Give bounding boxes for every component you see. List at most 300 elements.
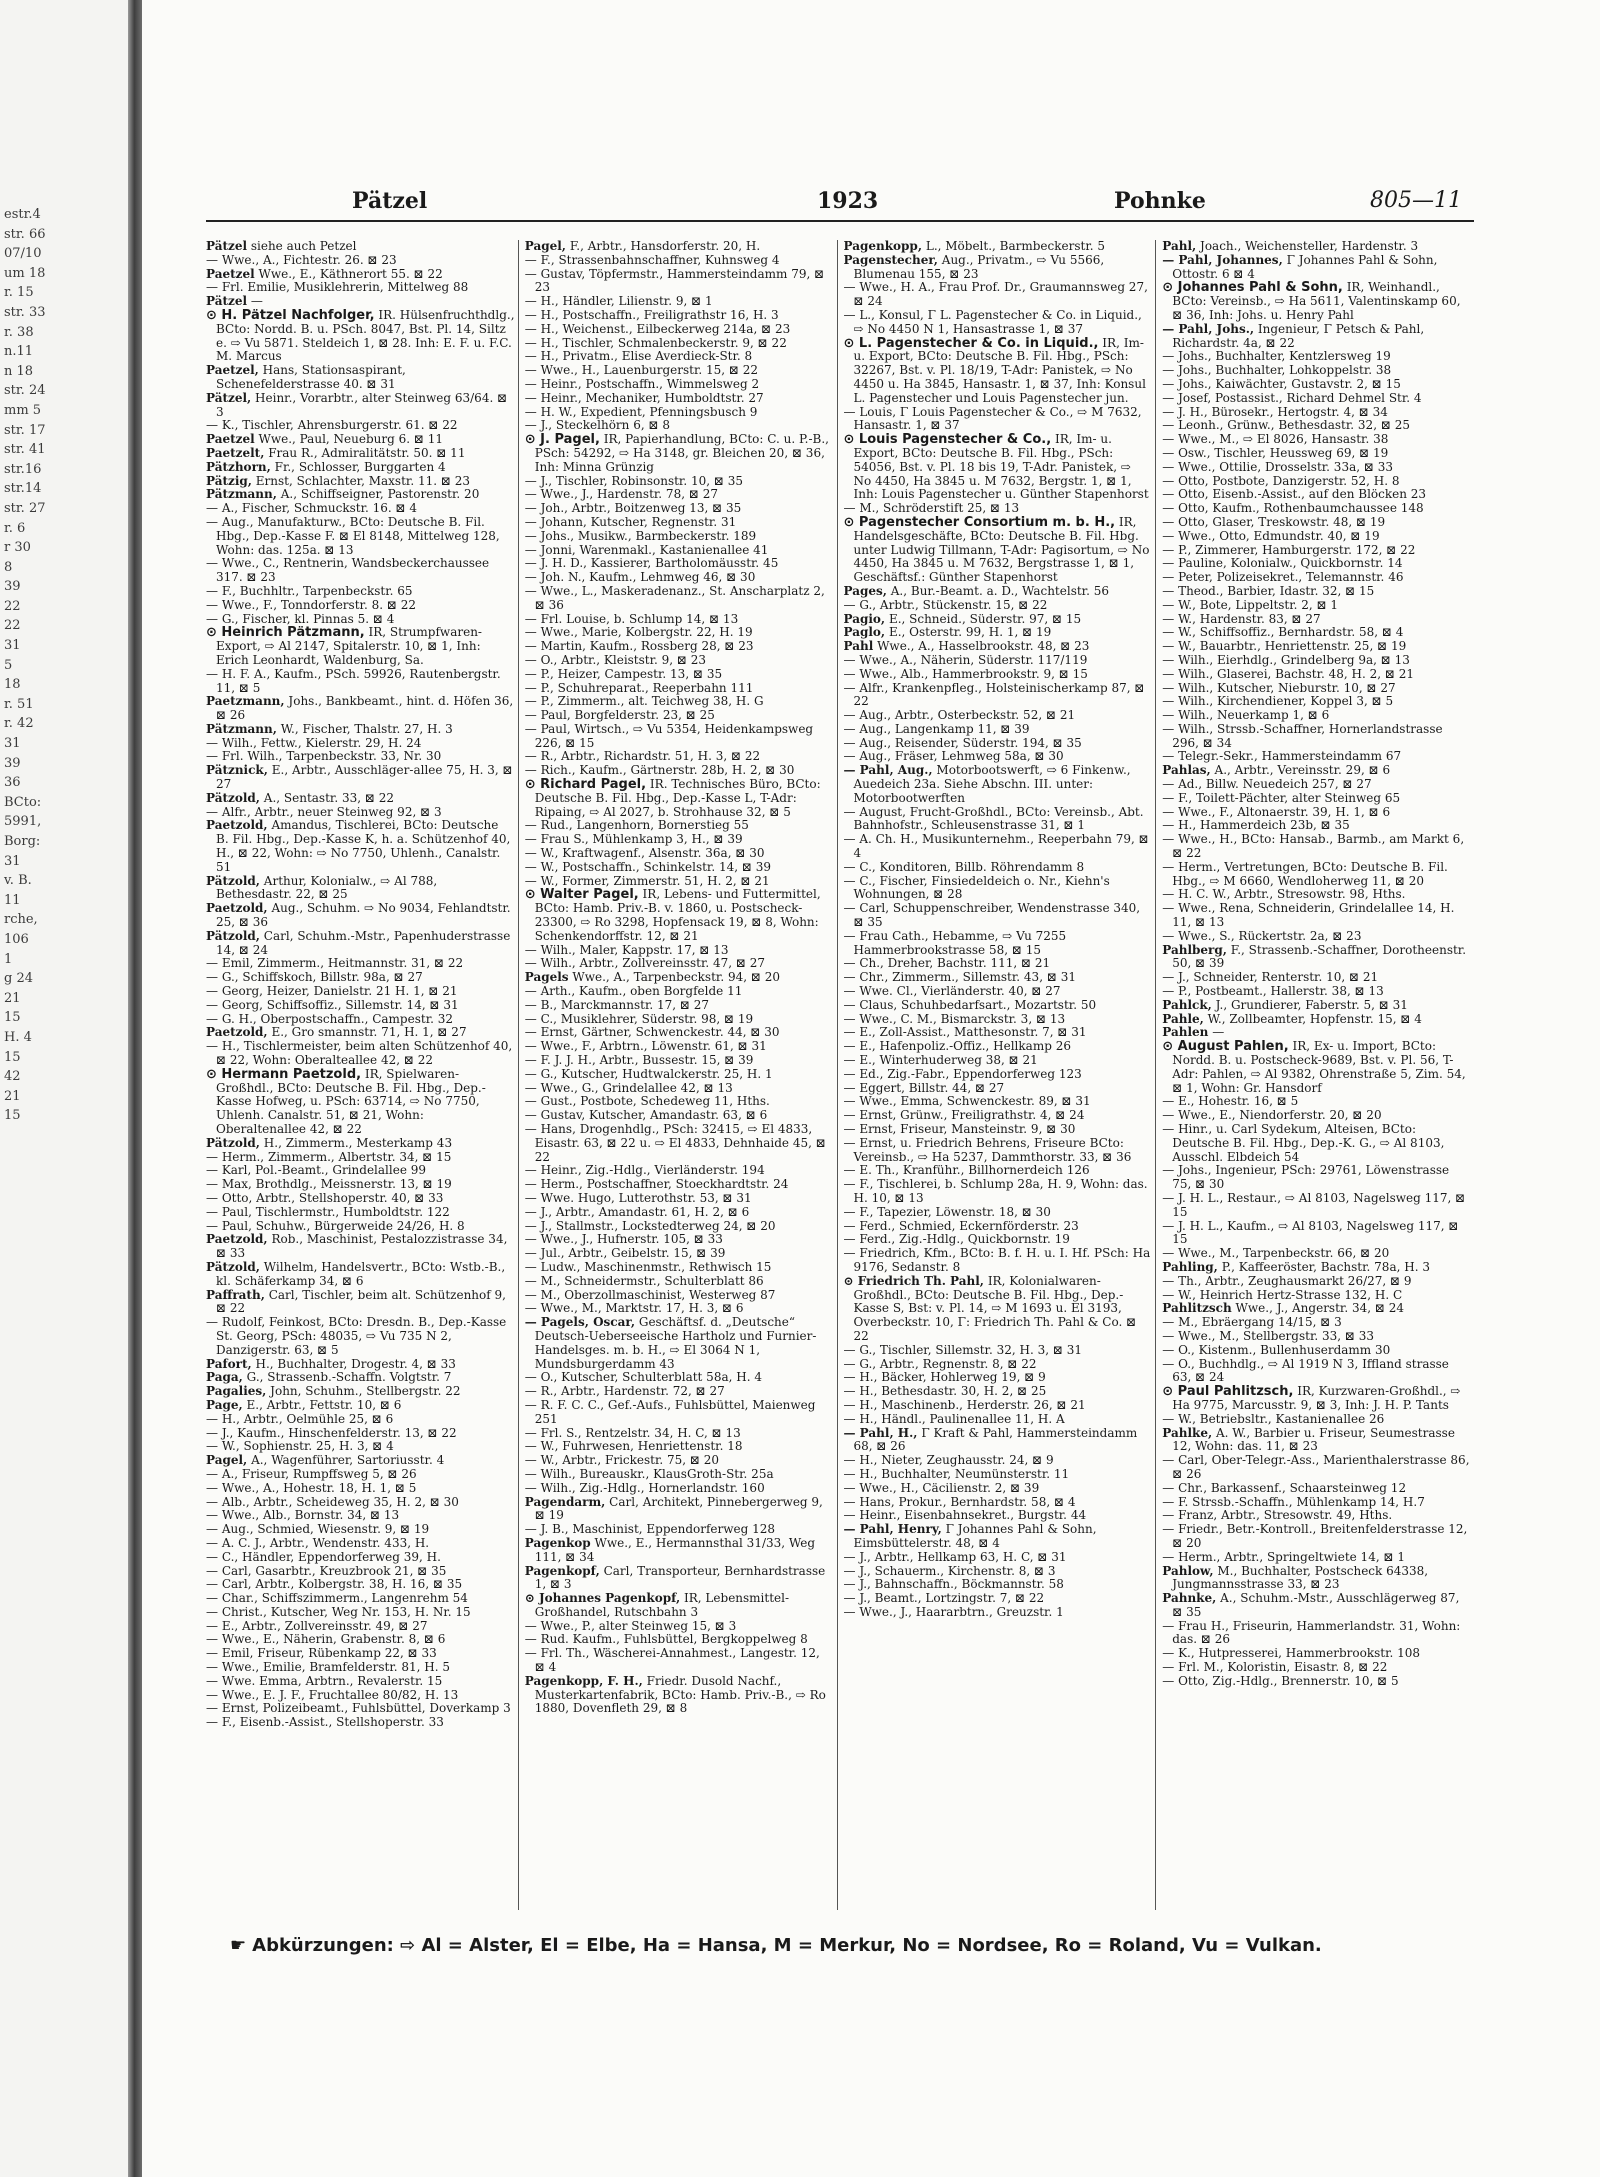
entry-details: — Wwe., H., Cäcilienstr. 2, ⊠ 39 xyxy=(843,1480,1040,1495)
directory-entry xyxy=(844,1371,1153,1385)
directory-entry xyxy=(525,1164,834,1178)
directory-entry xyxy=(1162,1620,1471,1648)
entry-name: ⊙ Johannes Pahl & Sohn, xyxy=(1162,280,1343,296)
directory-entry xyxy=(1162,1013,1471,1027)
entry-details: — Wwe., J., Hardenstr. 78, ⊠ 27 xyxy=(524,487,718,502)
entry-details: — J. B., Maschinist, Eppendorferweg 128 xyxy=(524,1522,776,1537)
directory-entry xyxy=(844,930,1153,958)
entry-details: — Georg, Heizer, Danielstr. 21 H. 1, ⊠ 21 xyxy=(206,984,458,999)
entry-details: siehe auch Petzel xyxy=(250,240,357,253)
entry-details: — Wwe., Emilie, Bramfelderstr. 81, H. 5 xyxy=(206,1660,450,1675)
entry-details: — F., Strassenbahnschaffner, Kuhnsweg 4 xyxy=(524,252,780,267)
directory-entry xyxy=(525,1026,834,1040)
entry-details: — Wwe., S., Rückertstr. 2a, ⊠ 23 xyxy=(1162,928,1362,943)
entry-name: Pahnke, xyxy=(1162,1591,1217,1606)
directory-entry xyxy=(525,1233,834,1247)
directory-entry xyxy=(525,1095,834,1109)
entry-details: — F. J. J. H., Arbtr., Bussestr. 15, ⊠ 39 xyxy=(524,1053,754,1068)
entry-name: ⊙ L. Pagenstecher & Co. in Liquid., xyxy=(843,335,1099,351)
entry-details: Carl, Architekt, Pinnebergerweg 9, ⊠ 19 xyxy=(534,1494,823,1523)
directory-entry xyxy=(206,1716,515,1730)
directory-entry xyxy=(844,1054,1153,1068)
previous-page-fragment: 106 xyxy=(4,931,29,947)
directory-entry xyxy=(1162,461,1471,475)
directory-entry xyxy=(206,1689,515,1703)
entry-details: — Telegr.-Sekr., Hammersteindamm 67 xyxy=(1162,749,1402,764)
directory-entry xyxy=(525,1440,834,1454)
entry-name: Paetzmann, xyxy=(206,694,285,709)
entry-details: Ernst, Schlachter, Maxstr. 11. ⊠ 23 xyxy=(255,473,470,488)
previous-page-fragment: estr.4 xyxy=(4,207,41,222)
entry-details: — Frau S., Mühlenkamp 3, H., ⊠ 39 xyxy=(524,832,743,847)
entry-details: — Herm., Vertretungen, BCto: Deutsche B. Fil. Hbg., ⇨ M 6660, Wendloherweg 11, ⊠ 20 xyxy=(1162,859,1448,888)
directory-entry xyxy=(206,1523,515,1537)
entry-details: — Wwe., M., ⇨ El 8026, Hansastr. 38 xyxy=(1162,432,1389,447)
directory-entry xyxy=(206,1026,515,1040)
directory-entry xyxy=(1162,985,1471,999)
entry-details: — Gustav, Töpfermstr., Hammersteindamm 79, ⊠ 23 xyxy=(524,266,825,295)
directory-entry xyxy=(525,1454,834,1468)
entry-details: IR, Weinhandl., BCto: Vereinsb., ⇨ Ha 5611, Valentinskamp 60, ⊠ 36, Inh: Johs. u. Henry Pahl xyxy=(1172,280,1461,322)
directory-entry xyxy=(206,1164,515,1178)
directory-entry xyxy=(1162,1095,1471,1109)
entry-details: — Wwe., M., Tarpenbeckstr. 66, ⊠ 20 xyxy=(1162,1246,1390,1261)
directory-entry xyxy=(1162,668,1471,682)
entry-name: Pätzold, xyxy=(206,1259,260,1274)
entry-details: — Pauline, Kolonialw., Quickbornstr. 14 xyxy=(1162,556,1403,571)
entry-details: — J., Steckelhörn 6, ⊠ 8 xyxy=(524,418,670,433)
previous-page-fragment: 5991, xyxy=(4,814,42,830)
entry-details: — Paul, Schuhw., Bürgerweide 24/26, H. 8 xyxy=(206,1218,465,1233)
entry-details: — Wwe., J., Haararbtrn., Greuzstr. 1 xyxy=(843,1604,1064,1619)
previous-page-fragment: 31 xyxy=(4,638,21,654)
entry-details: — W., Former, Zimmerstr. 51, H. 2, ⊠ 21 xyxy=(524,873,770,888)
directory-entry xyxy=(1162,557,1471,571)
directory-entry xyxy=(525,1371,834,1385)
directory-entry xyxy=(206,433,515,447)
entry-name: Paetzelt, xyxy=(206,445,265,460)
directory-entry xyxy=(844,1068,1153,1082)
entry-name: Paetzold, xyxy=(206,1025,268,1040)
entry-details: — A., Fischer, Schmuckstr. 16. ⊠ 4 xyxy=(206,501,418,516)
directory-entry xyxy=(844,1413,1153,1427)
entry-details: — Carl, Schuppenschreiber, Wendenstrasse 340, ⊠ 35 xyxy=(843,901,1141,930)
directory-entry xyxy=(844,861,1153,875)
entry-name: Pätzel xyxy=(206,294,248,309)
page-number: 805—11 xyxy=(1370,188,1462,213)
directory-entry xyxy=(525,709,834,723)
entry-details: — M., Oberzollmaschinist, Westerweg 87 xyxy=(524,1287,776,1302)
previous-page-fragment: r. 15 xyxy=(4,285,34,301)
entry-details: — Wwe., Alb., Hammerbrookstr. 9, ⊠ 15 xyxy=(843,666,1088,681)
directory-entry xyxy=(1162,1344,1471,1358)
entry-details: — P., Zimmerer, Hamburgerstr. 172, ⊠ 22 xyxy=(1162,542,1416,557)
entry-details: — Johs., Buchhalter, Kentzlersweg 19 xyxy=(1162,349,1391,364)
directory-entry xyxy=(525,1082,834,1096)
directory-entry xyxy=(525,1054,834,1068)
directory-entry xyxy=(844,1565,1153,1579)
directory-entry xyxy=(206,1358,515,1372)
directory-entry xyxy=(206,1496,515,1510)
directory-entry xyxy=(1162,723,1471,751)
directory-entry xyxy=(206,419,515,433)
entry-details: — Wwe., M., Stellbergstr. 33, ⊠ 33 xyxy=(1162,1328,1375,1343)
header-year: 1923 xyxy=(817,188,879,214)
entry-details: — Rich., Kaufm., Gärtnerstr. 28b, H. 2, ⊠ 30 xyxy=(524,763,795,778)
entry-details: — Wwe., Emma, Schwenckestr. 89, ⊠ 31 xyxy=(843,1094,1091,1109)
entry-details: — Heinr., Eisenbahnsekret., Burgstr. 44 xyxy=(843,1508,1087,1523)
entry-details: IR. Hülsenfruchthdlg., BCto: Nordd. B. u. PSch. 8047, Bst. Pl. 14, Siltz e. ⇨ Vu 5871. Steldeich 1, ⊠ 28. Inh: E. F. u. F.C. M. Marcus xyxy=(216,307,515,364)
entry-details: — W., Arbtr., Frickestr. 75, ⊠ 20 xyxy=(524,1453,720,1468)
directory-entry xyxy=(206,1206,515,1220)
entry-details: Amandus, Tischlerei, BCto: Deutsche B. Fil. Hbg., Dep.-Kasse K, h. a. Schützenhof 40, H., ⊠ 22, Wohn: ⇨ No 7750, Uhlenh., Canalstr. 51 xyxy=(216,818,511,874)
directory-entry xyxy=(844,750,1153,764)
entry-details: A., Bur.-Beamt. a. D., Wachtelstr. 56 xyxy=(890,583,1109,598)
book-gutter xyxy=(128,0,142,2177)
directory-entry xyxy=(206,585,515,599)
entry-details: — E., Winterhuderweg 38, ⊠ 21 xyxy=(843,1053,1038,1068)
entry-details: — R., Arbtr., Hardenstr. 72, ⊠ 27 xyxy=(524,1384,725,1399)
entry-name: ⊙ Louis Pagenstecher & Co., xyxy=(843,432,1052,448)
directory-entry xyxy=(525,350,834,364)
entry-details: — O., Buchhdlg., ⇨ Al 1919 N 3, Iffland strasse 63, ⊠ 24 xyxy=(1162,1356,1449,1385)
entry-details: — F., Toilett-Pächter, alter Steinweg 65 xyxy=(1162,790,1401,805)
entry-details: — Josef, Postassist., Richard Dehmel Str. 4 xyxy=(1162,390,1422,405)
entry-details: F., Strassenb.-Schaffner, Dorotheenstr. 50, ⊠ 39 xyxy=(1172,942,1467,971)
entry-name: ⊙ Friedrich Th. Pahl, xyxy=(843,1273,984,1288)
entry-details: — Johann, Kutscher, Regnenstr. 31 xyxy=(524,514,737,529)
entry-details: Wwe., A., Tarpenbeckstr. 94, ⊠ 20 xyxy=(572,970,780,985)
entry-details: — Friedr., Betr.-Kontroll., Breitenfelderstrasse 12, ⊠ 20 xyxy=(1162,1522,1468,1550)
directory-entry xyxy=(1162,1358,1471,1386)
directory-entry xyxy=(1162,1496,1471,1510)
directory-entry xyxy=(206,957,515,971)
directory-entry xyxy=(206,750,515,764)
directory-entry xyxy=(525,1206,834,1220)
entry-name: Pafort, xyxy=(206,1356,252,1371)
entry-details: — Wwe., F., Altonaerstr. 39, H. 1, ⊠ 6 xyxy=(1162,804,1391,819)
directory-entry xyxy=(844,1606,1153,1620)
entry-name: Pätzel, xyxy=(206,390,252,405)
directory-entry xyxy=(844,833,1153,861)
directory-entry xyxy=(206,1578,515,1592)
entry-name: — Pahl, Aug., xyxy=(843,763,933,778)
directory-entry xyxy=(844,1164,1153,1178)
directory-entry xyxy=(1162,1330,1471,1344)
entry-details: L., Möbelt., Barmbeckerstr. 5 xyxy=(925,240,1106,253)
entry-details: — F., Tapezier, Löwenstr. 18, ⊠ 30 xyxy=(843,1204,1051,1219)
previous-page-fragment: 22 xyxy=(4,618,21,634)
entry-name: Pagenkopp, F. H., xyxy=(524,1673,643,1688)
column-3 xyxy=(844,240,1157,1910)
entry-details: — Frl. Louise, b. Schlump 14, ⊠ 13 xyxy=(524,611,739,626)
directory-entry xyxy=(844,599,1153,613)
directory-entry xyxy=(1162,944,1471,972)
entry-name: Pagenkopf, xyxy=(524,1563,600,1578)
entry-details: — Wwe., E., Niendorferstr. 20, ⊠ 20 xyxy=(1162,1108,1382,1123)
directory-entry xyxy=(1162,516,1471,530)
directory-entry xyxy=(525,268,834,296)
entry-details: — Aug., Schmied, Wiesenstr. 9, ⊠ 19 xyxy=(206,1522,430,1537)
entry-details: — Th., Arbtr., Zeughausmarkt 26/27, ⊠ 9 xyxy=(1162,1273,1412,1288)
directory-entry xyxy=(844,682,1153,710)
previous-page-fragment: r. 51 xyxy=(4,696,34,712)
entry-details: — Hans, Drogenhdlg., PSch: 32415, ⇨ El 4833, Eisastr. 63, ⊠ 22 u. ⇨ El 4833, Dehnhaide 45, ⊠ 22 xyxy=(524,1122,826,1164)
entry-details: — Frl. M., Koloristin, Eisastr. 8, ⊠ 22 xyxy=(1162,1660,1388,1675)
directory-entry xyxy=(206,723,515,737)
directory-entry xyxy=(206,1399,515,1413)
entry-name: ⊙ Paul Pahlitzsch, xyxy=(1162,1384,1294,1400)
directory-entry xyxy=(1162,1026,1471,1040)
entry-details: — H., Weichenst., Eilbeckerweg 214a, ⊠ 23 xyxy=(524,321,791,336)
directory-entry xyxy=(525,1040,834,1054)
entry-name: — Pahl, Johs., xyxy=(1162,321,1255,336)
directory-entry xyxy=(206,764,515,792)
directory-entry xyxy=(525,419,834,433)
previous-page-fragment: 1 xyxy=(4,951,13,967)
entry-details: — Wwe. Emma, Arbtrn., Revalerstr. 15 xyxy=(206,1673,443,1688)
entry-name: Pagenkop xyxy=(524,1535,591,1550)
directory-entry xyxy=(525,861,834,875)
entry-details: — H., Hammerdeich 23b, ⊠ 35 xyxy=(1162,818,1350,833)
previous-page-fragment: 15 xyxy=(4,1010,21,1026)
directory-entry xyxy=(206,1592,515,1606)
entry-details: — P., Schuhreparat., Reeperbahn 111 xyxy=(524,680,754,695)
entry-details: — Ernst, Grünw., Freiligrathstr. 4, ⊠ 24 xyxy=(843,1108,1085,1123)
previous-page-fragment: 36 xyxy=(4,775,21,791)
entry-details: — Otto, Arbtr., Stellshoperstr. 40, ⊠ 33 xyxy=(206,1190,444,1205)
directory-entry xyxy=(525,1247,834,1261)
entry-name: Paetzel, xyxy=(206,363,259,378)
entry-name: ⊙ Richard Pagel, xyxy=(524,777,647,793)
directory-entry xyxy=(1162,764,1471,778)
directory-entry xyxy=(206,1468,515,1482)
entry-details: — Martin, Kaufm., Rossberg 28, ⊠ 23 xyxy=(524,639,754,654)
entry-details: — Heinr., Mechaniker, Humboldtstr. 27 xyxy=(524,390,764,405)
entry-details: — Ernst, Friseur, Mansteinstr. 9, ⊠ 30 xyxy=(843,1122,1076,1136)
directory-entry xyxy=(525,1482,834,1496)
directory-entry xyxy=(1162,888,1471,902)
directory-entry xyxy=(844,626,1153,640)
directory-entry xyxy=(206,1647,515,1661)
directory-entry xyxy=(206,819,515,874)
entry-details: IR. Technisches Büro, BCto: Deutsche B. Fil. Hbg., Dep.-Kasse L, T-Adr: Ripaing, ⇨ Al 2027, b. Strohhause 32, ⊠ 5 xyxy=(534,777,821,819)
directory-entry xyxy=(1162,1247,1471,1261)
entry-details: — Wwe., H. A., Frau Prof. Dr., Graumannsweg 27, ⊠ 24 xyxy=(843,280,1148,309)
entry-name: Paffrath, xyxy=(206,1287,265,1302)
entry-details: — F. Strssb.-Schaffn., Mühlenkamp 14, H.7 xyxy=(1162,1494,1425,1509)
entry-details: — Wilh., Neuerkamp 1, ⊠ 6 xyxy=(1162,708,1330,723)
entry-details: — G., Kutscher, Hudtwalckerstr. 25, H. 1 xyxy=(524,1066,773,1081)
directory-entry xyxy=(1162,1192,1471,1220)
entry-details: — Ernst, Gärtner, Schwenckestr. 44, ⊠ 30 xyxy=(524,1025,780,1040)
entry-details: Wwe., Paul, Neueburg 6. ⊠ 11 xyxy=(258,432,444,447)
directory-entry xyxy=(844,613,1153,627)
directory-entry xyxy=(525,323,834,337)
entry-details: — Herm., Arbtr., Springeltwiete 14, ⊠ 1 xyxy=(1162,1549,1405,1564)
directory-entry xyxy=(206,1702,515,1716)
directory-entry xyxy=(1162,1565,1471,1593)
directory-entry xyxy=(844,281,1153,309)
entry-details: E., Osterstr. 99, H. 1, ⊠ 19 xyxy=(888,625,1052,640)
entry-details: Hans, Stationsaspirant, Schenefelderstrasse 40. ⊠ 31 xyxy=(216,363,406,391)
entry-details: — Wilh., Kutscher, Nieburstr. 10, ⊠ 27 xyxy=(1162,680,1396,695)
previous-page-fragment: Borg: xyxy=(4,834,41,849)
entry-details: — Otto, Kaufm., Rothenbaumchaussee 148 xyxy=(1162,501,1424,516)
directory-entry xyxy=(525,1523,834,1537)
entry-details: — Char., Schiffszimmerm., Langenrehm 54 xyxy=(206,1591,468,1606)
directory-entry xyxy=(525,723,834,751)
directory-entry xyxy=(206,281,515,295)
entry-details: Johs., Bankbeamt., hint. d. Höfen 36, ⊠ 26 xyxy=(216,694,514,723)
directory-entry xyxy=(844,1275,1153,1344)
entry-details: Carl, Tischler, beim alt. Schützenhof 9, ⊠ 22 xyxy=(216,1287,506,1316)
directory-entry xyxy=(206,1316,515,1357)
entry-details: — A. Ch. H., Musikunternehm., Reeperbahn 79, ⊠ 4 xyxy=(843,832,1149,861)
entry-details: — J., Bahnschaffn., Böckmannstr. 58 xyxy=(843,1577,1064,1592)
entry-details: — Jul., Arbtr., Geibelstr. 15, ⊠ 39 xyxy=(524,1246,726,1261)
previous-page-fragment: BCto: xyxy=(4,794,42,810)
entry-name: Pahl, xyxy=(1162,240,1197,253)
entry-details: — Otto, Zig.-Hdlg., Brennerstr. 10, ⊠ 5 xyxy=(1162,1673,1399,1688)
entry-details: IR, Ex- u. Import, BCto: Nordd. B. u. Postscheck-9689, Bst. v. Pl. 56, T-Adr: Pahlen, ⇨ Al 9382, Ohrenstraße 5, Zim. 54, ⊠ 1, Wohn: Gr. Hansdorf xyxy=(1172,1039,1466,1095)
entry-details: — C., Fischer, Finsiedeldeich o. Nr., Kiehn's Wohnungen, ⊠ 28 xyxy=(843,873,1110,902)
previous-page-fragment: 31 xyxy=(4,736,21,752)
directory-entry xyxy=(525,944,834,958)
directory-entry xyxy=(844,1109,1153,1123)
entry-details: — W., Hardenstr. 83, ⊠ 27 xyxy=(1162,611,1321,626)
entry-details: — Ludw., Maschinenmstr., Rethwisch 15 xyxy=(524,1259,772,1274)
entry-details: — Wilh., Zig.-Hdlg., Hornerlandstr. 160 xyxy=(524,1480,765,1495)
entry-details: A., Wagenführer, Sartoriusstr. 4 xyxy=(251,1453,445,1468)
directory-entry xyxy=(1162,378,1471,392)
entry-details: W., Fischer, Thalstr. 27, H. 3 xyxy=(280,721,453,736)
entry-details: IR, Im- u. Export, BCto: Deutsche B. Fil. Hbg., PSch: 32267, Bst. v. Pl. 18/19, T-Adr: Panistek, ⇨ No 4450 u. Ha 3845, Hansastr. 1, ⊠ 37, Inh: Konsul L. Pagenstecher und Louis Pagenstecher jun. xyxy=(853,335,1146,405)
entry-details: — Otto, Eisenb.-Assist., auf den Blöcken 23 xyxy=(1162,487,1427,502)
entry-details: — H., Nieter, Zeughausstr. 24, ⊠ 9 xyxy=(843,1453,1054,1468)
directory-entry xyxy=(206,1068,515,1137)
directory-entry xyxy=(844,1040,1153,1054)
entry-details: — H. F. A., Kaufm., PSch. 59926, Rautenbergstr. 11, ⊠ 5 xyxy=(206,666,501,695)
entry-details: — Wwe., G., Grindelallee 42, ⊠ 13 xyxy=(524,1080,733,1095)
header-first-name: Pätzel xyxy=(352,188,428,214)
directory-entry xyxy=(206,1482,515,1496)
entry-details: — A. C. J., Arbtr., Wendenstr. 433, H. xyxy=(206,1535,430,1550)
directory-entry xyxy=(1162,392,1471,406)
directory-entry xyxy=(206,985,515,999)
header-last-name: Pohnke xyxy=(1114,188,1206,214)
previous-page-fragment: H. 4 xyxy=(4,1029,32,1045)
directory-entry xyxy=(844,985,1153,999)
directory-entry xyxy=(206,295,515,309)
directory-entry xyxy=(1162,571,1471,585)
directory-entry xyxy=(525,392,834,406)
entry-details: — O., Kutscher, Schulterblatt 58a, H. 4 xyxy=(524,1370,762,1385)
entry-details: — Emil, Friseur, Rübenkamp 22, ⊠ 33 xyxy=(206,1646,437,1661)
entry-name: ⊙ August Pahlen, xyxy=(1162,1039,1289,1055)
entry-details: F., Arbtr., Hansdorferstr. 20, H. xyxy=(569,240,761,253)
directory-entry xyxy=(525,1675,834,1716)
directory-entry xyxy=(525,668,834,682)
entry-details: — Chr., Barkassenf., Schaarsteinweg 12 xyxy=(1162,1480,1407,1495)
entry-details: — Alfr., Krankenpfleg., Holsteinischerkamp 87, ⊠ 22 xyxy=(843,680,1145,709)
entry-details: Joach., Weichensteller, Hardenstr. 3 xyxy=(1200,240,1419,253)
directory-entry xyxy=(206,1661,515,1675)
entry-details: — xyxy=(1212,1025,1225,1040)
directory-entry xyxy=(525,254,834,268)
entry-details: H., Zimmerm., Mesterkamp 43 xyxy=(263,1135,453,1150)
directory-entry xyxy=(844,1082,1153,1096)
entry-details: — Herm., Postschaffner, Stoeckhardtstr. 24 xyxy=(524,1177,789,1192)
entry-name: Pagenkopp, xyxy=(843,240,923,253)
directory-entry xyxy=(1162,1482,1471,1496)
directory-entry xyxy=(844,585,1153,599)
entry-details: M., Buchhalter, Postscheck 64338, Jungmannsstrasse 33, ⊠ 23 xyxy=(1172,1563,1429,1592)
entry-details: — Paul, Borgfelderstr. 23, ⊠ 25 xyxy=(524,708,715,723)
entry-details: — Aug., Reisender, Süderstr. 194, ⊠ 35 xyxy=(843,735,1082,750)
previous-page-fragment: 22 xyxy=(4,598,21,614)
directory-entry xyxy=(1162,1647,1471,1661)
directory-entry xyxy=(525,1633,834,1647)
entry-details: — M., Ebräergang 14/15, ⊠ 3 xyxy=(1162,1315,1342,1330)
directory-entry xyxy=(844,502,1153,516)
entry-name: Pahl xyxy=(843,639,874,654)
directory-entry xyxy=(206,1137,515,1151)
directory-entry xyxy=(525,640,834,654)
directory-entry xyxy=(525,847,834,861)
entry-details: — G., Fischer, kl. Pinnas 5. ⊠ 4 xyxy=(206,611,395,626)
directory-entry xyxy=(844,640,1153,654)
directory-entry xyxy=(206,1178,515,1192)
entry-details: Γ Johannes Pahl & Sohn, Ottostr. 6 ⊠ 4 xyxy=(1172,252,1438,281)
entry-details: — M., Schröderstift 25, ⊠ 13 xyxy=(843,501,1020,516)
entry-details: — Heinr., Postschaffn., Wimmelsweg 2 xyxy=(524,376,760,391)
directory-entry xyxy=(525,833,834,847)
entry-details: — H., Buchhalter, Neumünsterstr. 11 xyxy=(843,1466,1070,1481)
directory-entry xyxy=(844,1137,1153,1165)
directory-entry xyxy=(1162,350,1471,364)
entry-name: Pätzold, xyxy=(206,928,260,943)
directory-entry xyxy=(1162,1289,1471,1303)
entry-details: — Karl, Pol.-Beamt., Grindelallee 99 xyxy=(206,1163,427,1178)
entry-details: Ingenieur, Γ Petsch & Pahl, Richardstr. 4a, ⊠ 22 xyxy=(1172,321,1425,350)
entry-details: — Hinr., u. Carl Sydekum, Alteisen, BCto: Deutsche B. Fil. Hbg., Dep.-K. G., ⇨ Al 8103, Ausschl. Elbdeich 54 xyxy=(1162,1122,1445,1164)
directory-entry xyxy=(206,392,515,420)
entry-details: — J. H. L., Restaur., ⇨ Al 8103, Nagelsweg 117, ⊠ 15 xyxy=(1162,1190,1466,1219)
entry-details: — Ed., Zig.-Fabr., Eppendorferweg 123 xyxy=(843,1066,1082,1081)
directory-entry xyxy=(525,971,834,985)
directory-entry xyxy=(1162,792,1471,806)
entry-details: — Alfr., Arbtr., neuer Steinweg 92, ⊠ 3 xyxy=(206,804,442,819)
directory-entry xyxy=(525,1385,834,1399)
previous-page-fragment: n.11 xyxy=(4,344,34,360)
entry-details: — H., Bäcker, Hohlerweg 19, ⊠ 9 xyxy=(843,1370,1046,1385)
entry-name: Pätzhorn, xyxy=(206,459,271,474)
entry-details: — Ferd., Zig.-Hdlg., Quickbornstr. 19 xyxy=(843,1232,1070,1247)
entry-details: G., Strassenb.-Schaffn. Volgtstr. 7 xyxy=(246,1370,452,1385)
entry-name: Pahlberg, xyxy=(1162,942,1227,957)
entry-details: P., Kaffeeröster, Bachstr. 78a, H. 3 xyxy=(1221,1259,1430,1274)
previous-page-fragment: 39 xyxy=(4,579,21,595)
entry-details: — R., Arbtr., Richardstr. 51, H. 3, ⊠ 22 xyxy=(524,749,761,764)
header-rule xyxy=(206,220,1474,222)
directory-entry xyxy=(1162,544,1471,558)
directory-entry xyxy=(525,1289,834,1303)
directory-entry xyxy=(1162,1275,1471,1289)
entry-details: W., Zollbeamter, Hopfenstr. 15, ⊠ 4 xyxy=(1207,1011,1422,1026)
entry-details: — Eggert, Billstr. 44, ⊠ 27 xyxy=(843,1080,1005,1095)
directory-entry xyxy=(525,309,834,323)
